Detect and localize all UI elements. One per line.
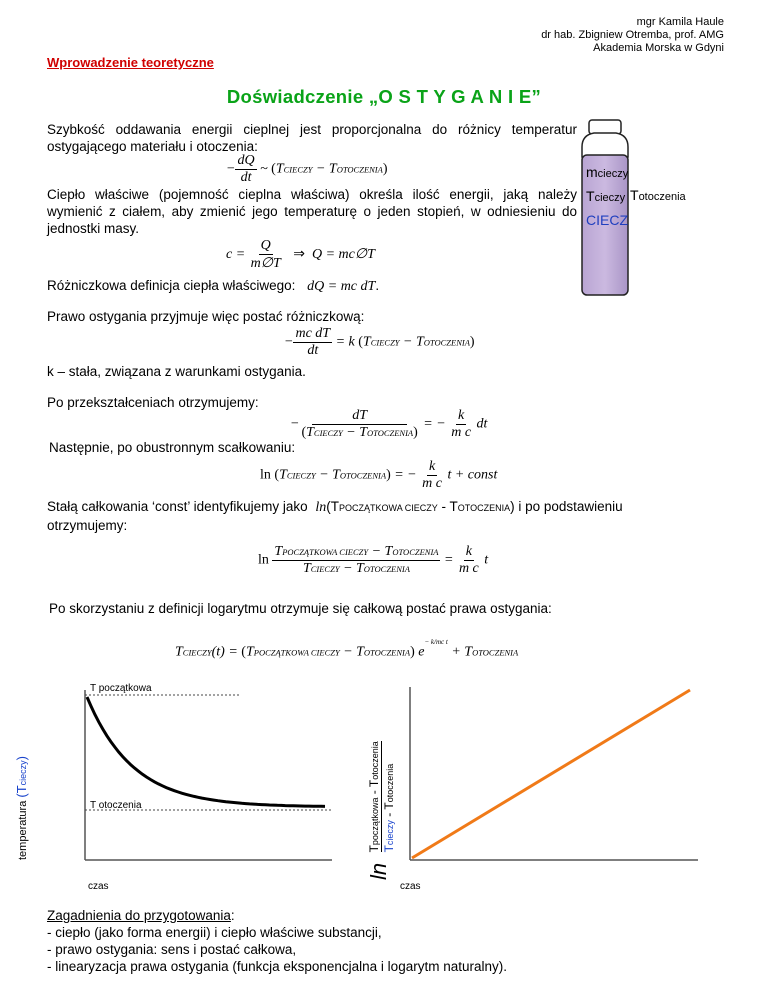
paragraph-specific-heat: Ciepło właściwe (pojemność cieplna właściwa) określa ilość energii, jaką należy wymienić z ciałem, aby zmienić jego temperaturę o jeden stopień, w odniesieniu do jednostki masy. [47, 187, 577, 236]
chart2-linear-line [412, 690, 690, 858]
paragraph-heat-rate: Szybkość oddawania energii cieplnej jest proporcjonalna do różnicy temperatur ostygającego materiału i otoczenia: [47, 122, 577, 154]
paragraph-integration: Następnie, po obustronnym scałkowaniu: [49, 440, 296, 455]
page-title: Doświadczenie „O S T Y G A N I E” [226, 86, 542, 107]
equation-integral-cooling-law: TCIECZY(t) = (TPOCZĄTKOWA CIECZY − TOTOCZENIA) $e^{- k/mc t}$ + TOTOCZENIA [175, 638, 519, 660]
chart1-label-ambient: T otoczenia [90, 800, 142, 811]
equation-specific-heat: c = $\frac{Q}{m\emptyset T}$ ⇒ Q = mc∅T [226, 238, 375, 271]
chart-exponential-cooling [40, 682, 340, 862]
chart1-decay-curve [87, 697, 325, 806]
paragraph-after-transform: Po przekształceniach otrzymujemy: [47, 395, 259, 410]
paragraph-constant-k: k – stała, związana z warunkami ostygania. [47, 364, 306, 379]
topics-heading: Zagadnienia do przygotowania [47, 908, 231, 923]
topic-item: - prawo ostygania: sens i postać całkowa, [47, 942, 297, 957]
paragraph-differential-definition: Różniczkowa definicja ciepła właściwego: dQ = mc dT. [47, 278, 380, 294]
author-2: dr hab. Zbigniew Otremba, prof. AMG [541, 29, 724, 41]
vessel-labels: mcieczy Tcieczy CIECZ [586, 164, 629, 228]
chart1-label-initial: T początkowa [90, 683, 152, 694]
topics-section: Zagadnienia do przygotowania: - ciepło (jako forma energii) i ciepło właściwe substancji, - prawo ostygania: sens i postać całkowa, - linearyzacja prawa ostygania (funkcja eksponencjalna i logarytm naturalny). [47, 907, 737, 975]
topic-item: - linearyzacja prawa ostygania (funkcja eksponencjalna i logarytm naturalny). [47, 959, 507, 974]
equation-separated: − $\frac{dT}{\text{(TCIECZY − TOTOCZENIA)}}$ = − $\frac{k}{\text{m c}}$ dt [290, 408, 488, 440]
section-link-theory[interactable]: Wprowadzenie teoretyczne [47, 55, 214, 70]
vessel-cap [589, 120, 621, 134]
equation-integrated: ln (TCIECZY − TOTOCZENIA) = − $\frac{k}{\text{m c}}$ t + const [260, 459, 498, 491]
chart1-x-label: czas [88, 881, 109, 892]
author-1: mgr Kamila Haule [636, 16, 724, 28]
header-authors [541, 16, 724, 55]
chart1-y-label: temperatura (Tcieczy) [14, 755, 29, 860]
vessel-neck [582, 133, 628, 157]
equation-log-form: ln $\frac{\text{TPOCZĄTKOWA CIECZY − TOTOCZENIA}}{\text{TCIECZY − TOTOCZENIA}}$ = $\frac{k}{\text{m c}}$ t [258, 544, 489, 576]
paragraph-integral-form: Po skorzystaniu z definicji logarytmu otrzymuje się całkową postać prawa ostygania: [49, 601, 552, 616]
paragraph-cooling-law-differential: Prawo ostygania przyjmuje więc postać różniczkową: [47, 309, 365, 324]
paragraph-constant-identification: Stałą całkowania ‘const’ identyfikujemy jako ln(TPOCZĄTKOWA CIECZY - TOTOCZENIA) i po podstawieniu otrzymujemy: [47, 499, 623, 533]
chart-linearized-cooling [400, 682, 700, 862]
vessel-ciecz-label: CIECZ [586, 212, 628, 228]
institution: Akademia Morska w Gdyni [593, 42, 724, 54]
topics-list [47, 924, 737, 975]
equation-heat-rate: − $\frac{dQ}{dt}$ ~ (TCIECZY − TOTOCZENIA) [226, 153, 388, 185]
vessel-ambient-label: Totoczenia [630, 187, 686, 203]
chart2-x-label: czas [400, 881, 421, 892]
equation-cooling-law-differential: − $\frac{\text{mc dT}}{dt}$ = k (TCIECZY − TOTOCZENIA) [284, 326, 475, 358]
topic-item: - ciepło (jako forma energii) i ciepło właściwe substancji, [47, 925, 382, 940]
chart2-y-label: ln Tpoczątkowa - Totoczenia Tcieczy - Totoczenia [366, 741, 397, 880]
